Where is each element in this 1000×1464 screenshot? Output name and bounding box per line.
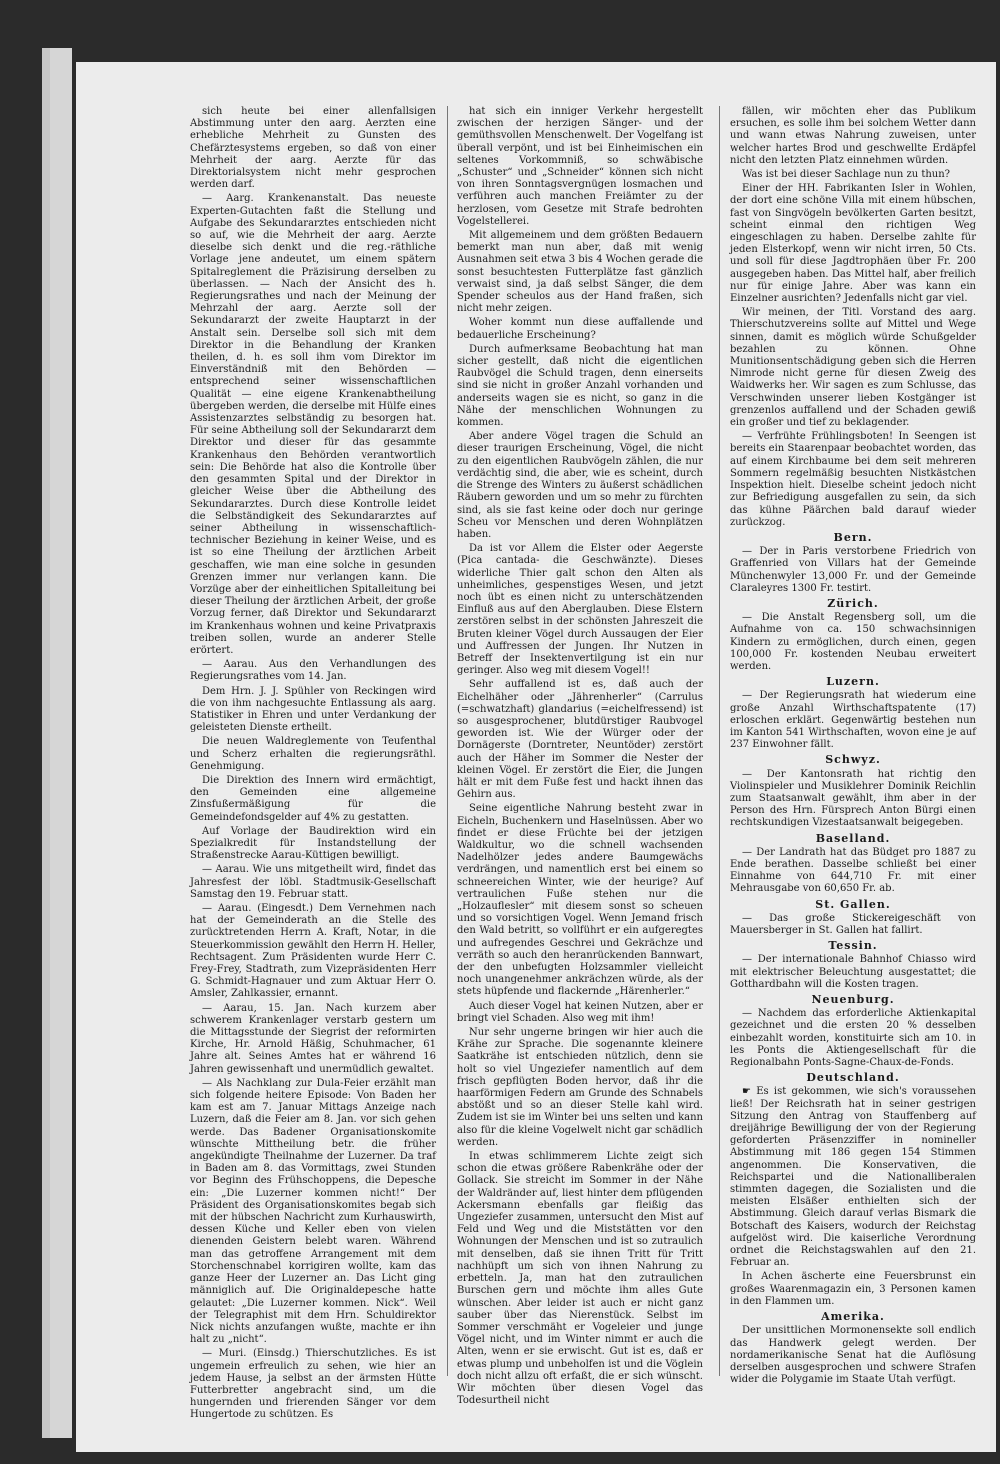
paragraph: — Der Landrath hat das Büdget pro 1887 zu Ende berathen. Dasselbe schließt bei einer Einnahme von 644,710 Fr. mit einer Mehrausgabe von 60,650 Fr. ab. bbox=[730, 846, 976, 895]
paragraph: — Aarau, 15. Jan. Nach kurzem aber schwerem Krankenlager verstarb gestern um die Mittagsstunde der Siegrist der reformirten Kirche, Hr. Arnold Häßig, Schuhmacher, 61 Jahre alt. Seines Amtes hat er während 16 Jahren gewissenhaft und unermüdlich gewaltet. bbox=[190, 1002, 436, 1075]
paragraph: Durch aufmerksame Beobachtung hat man sicher gestellt, daß nicht die eigentlichen Raubvögel die Schuld tragen, denn einerseits sind sie nicht in großer Anzahl vorhanden und anderseits wagen sie es nicht, so ganz in die Nähe der menschlichen Wohnungen zu kommen. bbox=[457, 343, 703, 429]
paragraph: Was ist bei dieser Sachlage nun zu thun? bbox=[742, 169, 951, 181]
paragraph: — Das große Stickereigeschäft von Mauersberger in St. Gallen hat fallirt. bbox=[730, 912, 976, 936]
section-heading-tessin: Tessin. bbox=[828, 939, 878, 953]
paragraph: — Aarg. Krankenanstalt. Das neueste Experten-Gutachten faßt die Stellung und Aufgabe des Sekundararztes entschieden nicht so auf, wie die Mehrheit der aarg. Aerzte dieselbe sich denkt und die reg.-räthliche Vorlage jene andeutet, um einem spätern Spitalreglement die Präzisirung derselben zu überlassen. — Nach der Ansicht des h. Regierungsrathes und nach der Meinung der Mehrzahl der aarg. Aerzte soll der Sekundararzt der zweite Hauptarzt in der Anstalt sein. Derselbe soll sich mit dem Direktor in die Behandlung der Kranken theilen, d. h. es soll ihm vom Direktor im Einverständniß mit den Behörden — entsprechend seiner wissenschaftlichen Qualität — eine eigene Krankenabtheilung übergeben werden, die derselbe mit Hülfe eines Assistenzarztes selbständig zu besorgen hat. Für seine Abtheilung soll der Sekundararzt dem Direktor und dieser für das gesammte Krankenhaus den Behörden verantwortlich sein: Die Behörde hat also die Kontrolle über den gesammten Spital und der Direktor in gleicher Weise über die Abtheilung des Sekundararztes. Durch diese Kontrolle leidet die Selbständigkeit des Sekundararztes auf seiner Abtheilung in wissenschaftlich-technischer Beziehung in keiner Weise, und es ist so eine Theilung der ärztlichen Arbeit geschaffen, wie man eine solche in gesunden Grenzen immer nur verlangen kann. Die Vorzüge aber der einheitlichen Spitalleitung bei dieser Theilung der ärztlichen Arbeit, der große Vorzug ferner, daß Direktor und Sekundararzt im Krankenhaus wohnen und keine Privatpraxis treiben sollen, wurde an anderer Stelle erörtert. bbox=[190, 193, 436, 656]
paragraph: Der unsittlichen Mormonensekte soll endlich das Handwerk gelegt werden. Der nordamerikanische Senat hat die Auflösung derselben ausgesprochen und schwere Strafen wider die Polygamie im Staate Utah verfügt. bbox=[730, 1325, 976, 1386]
paragraph: fällen, wir möchten eher das Publikum ersuchen, es solle ihm bei solchem Wetter dann und wann etwas Nahrung zuweisen, unter welcher hartes Brod und geschwellte Erdäpfel nicht den letzten Platz einnehmen würden. bbox=[730, 106, 976, 166]
paragraph: Seine eigentliche Nahrung besteht zwar in Eicheln, Buchenkern und Haselnüssen. Aber wo findet er diese Früchte bei der jetzigen Waldkultur, wo die schnell wachsenden Nadelhölzer jedes andere Baumgewächs verdrängen, und namentlich erst bei einem so schneereichen Winter, wie der heurige? Auf vertraulichen Fuße stehen nur die „Holzauflesler“ mit diesem sonst so scheuen und so vorsichtigen Vogel. Wenn Jemand frisch den Wald betritt, so vollführt er ein aufgeregtes und aufregendes Geschrei und Gekrächze und verräth so auch den heranrückenden Bannwart, der den unbefugten Holzsammler vielleicht noch unangenehmer ankrächzen würde, als der stets hüpfende und flackernde „Härenherler.“ bbox=[457, 803, 703, 998]
paragraph: Auch dieser Vogel hat keinen Nutzen, aber er bringt viel Schaden. Also weg mit ihm! bbox=[457, 1000, 703, 1024]
paragraph: — Der Kantonsrath hat richtig den Violinspieler und Musiklehrer Dominik Reichlin zum Staatsanwalt gewählt, ihm aber in der Person des Hrn. Fürsprech Anton Bürgi einen rechtskundigen Vizestaatsanwalt beigegeben. bbox=[730, 768, 976, 829]
paragraph: Nur sehr ungerne bringen wir hier auch die Krähe zur Sprache. Die sogenannte kleinere Saatkrähe ist entschieden nützlich, denn sie holt so viel Ungeziefer namentlich auf dem frisch gepflügten Boden hervor, daß ihr die haarförmigen Federn am Grunde des Schnabels abstößt und so an dieser Stelle kahl wird. Zudem ist sie im Winter bei uns selten und kann also für die kleine Vogelwelt nicht gar schädlich werden. bbox=[457, 1027, 703, 1148]
paragraph: — Aarau. Aus den Verhandlungen des Regierungsrathes vom 14. Jan. bbox=[190, 659, 436, 683]
section-heading-st-gallen: St. Gallen. bbox=[815, 897, 891, 911]
paragraph: Wir meinen, der Titl. Vorstand des aarg. Thierschutzvereins sollte auf Mittel und Wege sinnen, damit es möglich würde Schußgelder bezahlen zu können. Ohne Munitionsentschädigung geben sich die Herren Nimrode nicht gerne für diesen Zweig des Waidwerks her. Wir sagen es zum Schlusse, das Verschwinden unserer lieben Kostgänger ist grenzenlos auffallend und der Schaden gewiß ein großer und tief zu beklagender. bbox=[730, 307, 976, 429]
column-rule bbox=[719, 106, 720, 1376]
column-3 bbox=[730, 106, 976, 1386]
section-heading-luzern: Luzern. bbox=[826, 675, 880, 689]
section-heading-neuenburg: Neuenburg. bbox=[811, 993, 895, 1007]
paragraph: — Verfrühte Frühlingsboten! In Seengen ist bereits ein Staarenpaar beobachtet worden, das auf einem Kirchbaume bei dem seit mehreren Sommern regelmäßig besuchten Nistkästchen Inspektion hielt. Dieselbe scheint jedoch nicht zur Befriedigung ausgefallen zu sein, da sich das kühne Päärchen bald darauf wieder zurückzog. bbox=[730, 431, 976, 528]
paragraph: Sehr auffallend ist es, daß auch der Eichelhäher oder „Jährenherler“ (Carrulus (=schwatzhaft) glandarius (=eichelfressend) ist so ausgesprochener, blutdürstiger Raubvogel geworden ist. Wie der Würger oder der Dornägerste (Dorntreter, Neuntöder) zerstört auch der Häher im Sommer die Nester der kleinen Vögel. Er zerstört die Eier, die Jungen hält er mit dem Fuße fest und hackt ihnen das Gehirn aus. bbox=[457, 679, 703, 801]
paragraph: Einer der HH. Fabrikanten Isler in Wohlen, der dort eine schöne Villa mit einem hübschen, fast von Singvögeln bevölkerten Garten besitzt, scheint einmal den richtigen Weg eingeschlagen zu haben. Derselbe zahlte für jeden Elsterkopf, wenn wir nicht irren, 50 Cts. und soll für diese Jagdtrophäen über Fr. 200 ausgegeben haben. Das Mittel half, aber freilich nur für einige Jahre. Aber was kann ein Einzelner ausrichten? Jedenfalls nicht gar viel. bbox=[730, 183, 976, 305]
paragraph: — Aarau. Wie uns mitgetheilt wird, findet das Jahresfest der löbl. Stadtmusik-Gesellschaft Samstag den 19. Februar statt. bbox=[190, 864, 436, 900]
paragraph: Die Direktion des Innern wird ermächtigt, den Gemeinden eine allgemeine Zinsfußermäßigung für die Gemeindefondsgelder auf 4% zu gestatten. bbox=[190, 774, 436, 823]
paragraph: — Nachdem das erforderliche Aktienkapital gezeichnet und die ersten 20 % desselben einbezahlt worden, konstituirte sich am 10. in les Ponts die Aktiengesellschaft für die Regionalbahn Ponts-Sagne-Chaux-de-Fonds. bbox=[730, 1008, 976, 1069]
paragraph: Woher kommt nun diese auffallende und bedauerliche Erscheinung? bbox=[457, 317, 703, 341]
section-heading-deutschland: Deutschland. bbox=[806, 1071, 900, 1085]
section-heading-bern: Bern. bbox=[833, 530, 873, 544]
section-heading-schwyz: Schwyz. bbox=[825, 753, 881, 767]
section-heading-baselland: Baselland. bbox=[815, 831, 891, 845]
paragraph: In Achen äscherte eine Feuersbrunst ein großes Waarenmagazin ein, 3 Personen kamen in den Flammen um. bbox=[730, 1271, 976, 1307]
column-rule bbox=[447, 106, 448, 1376]
paragraph: Dem Hrn. J. J. Spühler von Reckingen wird die von ihm nachgesuchte Entlassung als aarg. Statistiker in Ehren und unter Verdankung der geleisteten Dienste ertheilt. bbox=[190, 685, 436, 734]
paragraph: sich heute bei einer allenfallsigen Abstimmung unter den aarg. Aerzten eine erhebliche Mehrheit zu Gunsten des Chefärztesystems ergeben, so daß von einer Mehrheit der aarg. Aerzte für das Direktorialsystem nicht mehr gesprochen werden darf. bbox=[190, 106, 436, 191]
column-1 bbox=[190, 106, 436, 1421]
section-heading-amerika: Amerika. bbox=[821, 1310, 885, 1324]
paragraph: — Der internationale Bahnhof Chiasso wird mit elektrischer Beleuchtung ausgestattet; die Gotthardbahn will die Kosten tragen. bbox=[730, 954, 976, 990]
paragraph: Da ist vor Allem die Elster oder Aegerste (Pica cantada- die Geschwänzte). Dieses widerliche Thier galt schon den Alten als unheimliches, gespenstiges Wesen, und jetzt noch übt es einen nicht zu unterschätzenden Einfluß aus auf den Aberglauben. Diese Elstern zerstören selbst in der schönsten Jahreszeit die Bruten kleiner Vögel durch Aussaugen der Eier und Auffressen der Jungen. Ihr Nutzen in Betreff der Insektenvertilgung ist ein nur geringer. Also weg mit diesem Vogel!! bbox=[457, 543, 703, 677]
paragraph: — Der Regierungsrath hat wiederum eine große Anzahl Wirthschaftspatente (17) erloschen erklärt. Gegenwärtig bestehen nun im Kanton 541 Wirthschaften, wovon eine je auf 237 Einwohner fällt. bbox=[730, 690, 976, 751]
paragraph: — Aarau. (Eingesdt.) Dem Vernehmen nach hat der Gemeinderath an die Stelle des zurücktretenden Herrn A. Kraft, Notar, in die Steuerkommission gewählt den Herrn H. Heller, Rechtsagent. Zum Präsidenten wurde Herr C. Frey-Frey, Stadtrath, zum Vizepräsidenten Herr G. Schmidt-Hagnauer und zum Aktuar Herr O. Amsler, Zahlkassier, ernannt. bbox=[190, 903, 436, 1000]
paragraph: Auf Vorlage der Baudirektion wird ein Spezialkredit für Instandstellung der Straßenstrecke Aarau-Küttigen bewilligt. bbox=[190, 825, 436, 862]
paragraph: Die neuen Waldreglemente von Teufenthal und Scherz erhalten die regierungsräthl. Genehmigung. bbox=[190, 736, 436, 772]
paragraph: hat sich ein inniger Verkehr hergestellt zwischen der herzigen Sänger- und der gemüthsvollen Menschenwelt. Der Vogelfang ist überall verpönt, und ist bei Einheimischen ein seltenes Vorkommniß, so schwäbische „Schuster“ und „Schneider“ können sich nicht von ihren Sonntagsvergnügen losmachen und verführen auch manchen Freiämter zu der herzlosen, vom Gesetze mit Strafe bedrohten Vogelstellerei. bbox=[457, 106, 703, 227]
paragraph: — Die Anstalt Regensberg soll, um die Aufnahme von ca. 150 schwachsinnigen Kindern zu ermöglichen, durch einen, gegen 100,000 Fr. kostenden Neubau erweitert werden. bbox=[730, 612, 976, 672]
paragraph: — Muri. (Einsdg.) Thierschutzliches. Es ist ungemein erfreulich zu sehen, wie hier an jedem Hause, ja selbst an der ärmsten Hütte Futterbretter angebracht sind, um die hungernden und frierenden Sänger vor dem Hungertode zu schützen. Es bbox=[190, 1348, 436, 1421]
paragraph: Aber andere Vögel tragen die Schuld an dieser traurigen Erscheinung, Vögel, die nicht zu den eigentlichen Raubvögeln zählen, die nur verdächtig sind, die aber, wie es scheint, durch die Strenge des Winters zu äußerst schädlichen Räubern geworden und um so mehr zu fürchten sind, als sie fast keine oder doch nur geringe Scheu vor Menschen und deren Wohnplätzen haben. bbox=[457, 431, 703, 540]
column-2 bbox=[457, 106, 704, 1407]
paragraph: — Der in Paris verstorbene Friedrich von Graffenried von Villars hat der Gemeinde Münchenwyler 13,000 Fr. und der Gemeinde Claraleyres 1300 Fr. testirt. bbox=[730, 546, 976, 594]
paragraph: ☛ Es ist gekommen, wie sich's voraussehen ließ! Der Reichsrath hat in seiner gestrigen Sitzung den Antrag von Stauffenberg auf dreijährige Bewilligung der von der Regierung geforderten Präsenzziffer in nomineller Abstimmung mit 186 gegen 154 Stimmen angenommen. Die Konservativen, die Reichspartei und die Nationalliberalen stimmten dagegen, die Sozialisten und die meisten Elsäßer enthielten sich der Abstimmung. Gleich darauf verlas Bismark die Botschaft des Kaisers, wodurch der Reichstag aufgelöst wird. Die kaiserliche Verordnung ordnet die Reichstagswahlen auf den 21. Februar an. bbox=[730, 1086, 976, 1269]
paragraph: In etwas schlimmerem Lichte zeigt sich schon die etwas größere Rabenkrähe oder der Gollack. Sie streicht im Sommer in der Nähe der Waldränder auf, liest hinter dem pflügenden Ackersmann ebenfalls gar fleißig das Ungeziefer zusammen, untersucht den Mist auf Feld und Weg und die Miststätten vor den Wohnungen der Menschen und ist so zutraulich mit denselben, daß sie ihnen Tritt für Tritt nachhüpft um sich von ihnen Nahrung zu erbetteln. Ja, man hat den zutraulichen Burschen gern und möchte ihm alles Gute wünschen. Aber leider ist auch er nicht ganz sauber über das Nierenstück. Selbst im Sommer verschmäht er Vogeleier und junge Vögel nicht, und im Winter nimmt er auch die Alten, wenn er sie erwischt. Gut ist es, daß er etwas plump und unbeholfen ist und die Vöglein doch nicht allzu oft erfaßt, die er sich wünscht. Wir möchten über diesen Vogel das Todesurtheil nicht bbox=[457, 1151, 703, 1407]
underlying-page-edge bbox=[50, 48, 72, 1438]
paragraph: Mit allgemeinem und dem größten Bedauern bemerkt man nun aber, daß mit wenig Ausnahmen seit etwa 3 bis 4 Wochen gerade die sonst besuchtesten Futterplätze fast gänzlich verwaist sind, ja daß selbst Sänger, die dem Spender scheulos aus der Hand fraßen, sich nicht mehr zeigen. bbox=[457, 230, 704, 315]
section-heading-zuerich: Zürich. bbox=[827, 596, 879, 610]
paragraph: — Als Nachklang zur Dula-Feier erzählt man sich folgende heitere Episode: Von Baden her kam est am 7. Januar Mittags Anzeige nach Luzern, daß die Feier am 8. Jan. vor sich gehen werde. Das Badener Organisationskomite wünschte Mittheilung betr. die früher angekündigte Theilnahme der Luzerner. Da traf in Baden am 8. das Vormittags, zwei Stunden vor Beginn des Frühschoppens, die Depesche ein: „Die Luzerner kommen nicht!“ Der Präsident des Organisationskomites begab sich mit der hübschen Nachricht zum Kurhauswirth, dessen Küche und Keller eben von vielen dienenden Geistern belebt waren. Während man das getroffene Arrangement mit dem Storchenschnabel korrigiren wollte, kam das ganze Heer der Luzerner an. Das Licht ging männiglich auf. Die Originaldepesche hatte gelautet: „Die Luzerner kommen. Nick“. Weil der Telegraphist mit dem Hrn. Schuldirektor Nick nichts anzufangen wußte, machte er ihn halt zu „nicht“. bbox=[190, 1077, 436, 1346]
